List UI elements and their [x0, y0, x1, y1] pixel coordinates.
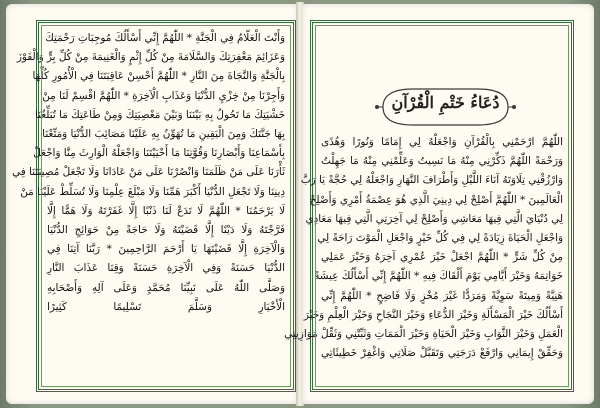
- text-line: خَشْيَتِكَ مَا تَحُولُ بِهِ بَيْنَنَا وَبَيْنَ مَعْصِيَتِكَ وَمِنْ طَاعَتِكَ مَا تُبَلِّغُنَا: [34, 108, 285, 121]
- title-cartouche: [373, 81, 518, 133]
- text-line: فَرَّجْتَهُ وَلَا دَيْنًا إِلَّا قَضَيْتَهُ وَلَا حَاجَةً مِنْ حَوَائِجِ الدُّنْيَا: [47, 224, 285, 237]
- text-line: دِينِنَا وَلَا تَجْعَلِ الدُّنْيَا أَكْبَرَ هَمِّنَا وَلَا مَبْلَغَ عِلْمِنَا وَلَا تُسَلِّطْ عَلَيْنَا مَنْ: [20, 185, 285, 198]
- text-line: وَرَحْمَةً اللّٰهُمَّ ذَكِّرْنِي مِنْهُ مَا نَسِيتُ وَعَلِّمْنِي مِنْهُ مَا جَهِلْتُ: [321, 155, 563, 168]
- text-line: وَصَلَّى اللّٰهُ عَلَى نَبِيِّنَا مُحَمَّدٍ وَعَلَى آلِهِ وَأَصْحَابِهِ: [47, 281, 285, 294]
- text-line: الْأَخْيَارِ وَسَلَّمَ تَسْلِيمًا كَثِيرًا: [47, 300, 285, 313]
- left-page: [6, 4, 298, 404]
- text-line: الْعَمَلِ وَخَيْرَ الثَّوَابِ وَخَيْرَ الْحَيَاةِ وَخَيْرَ الْمَمَاتِ وَثَبِّتْنِي وَثَقِّلْ مَوَازِينِي: [284, 328, 563, 341]
- text-line: لَا يَرْحَمُنَا * اللّٰهُمَّ لَا تَدَعْ لَنَا ذَنْبًا إِلَّا غَفَرْتَهُ وَلَا هَمًّا إِلَّا: [47, 204, 285, 217]
- text-line: لِي دُنْيَايَ الَّتِي فِيهَا مَعَاشِي وَأَصْلِحْ لِي آخِرَتِي الَّتِي فِيهَا مَعَادِي: [305, 212, 563, 225]
- text-line: وَأَجِرْنَا مِنْ خِزْيِ الدُّنْيَا وَعَذَابِ الْآخِرَةِ * اللّٰهُمَّ اقْسِمْ لَنَا مِنْ: [42, 89, 285, 102]
- right-page-text: [284, 133, 563, 383]
- title-ornament: [373, 81, 518, 133]
- right-page: [284, 4, 594, 404]
- text-line: وَحَقِّقْ إِيمَانِي وَارْفَعْ دَرَجَتِي وَتَقَبَّلْ صَلَاتِي وَاغْفِرْ خَطِيئَاتِي: [321, 347, 563, 360]
- text-line: وَارْزُقْنِي تِلَاوَتَهُ آنَاءَ اللَّيْلِ وَأَطْرَافَ النَّهَارِ وَاجْعَلْهُ لِي حُجَّةً يَا رَبَّ: [300, 174, 563, 187]
- left-page-text: [12, 29, 285, 383]
- text-line: بِالْجَنَّةِ وَالنَّجَاةَ مِنَ النَّارِ * اللّٰهُمَّ أَحْسِنْ عَاقِبَتَنَا فِي الْأُمُورِ كُلِّهَا: [32, 70, 285, 83]
- text-line: هَنِيَّةً وَمِيتَةً سَوِيَّةً وَمَرَدًّا غَيْرَ مُخْزٍ وَلَا فَاضِحٍ * اللّٰهُمَّ إِنِّي: [321, 289, 563, 302]
- text-line: وَعَزَائِمَ مَغْفِرَتِكَ وَالسَّلَامَةَ مِنْ كُلِّ إِثْمٍ وَالْغَنِيمَةَ مِنْ كُلِّ بِرٍّ وَالْفَوْزَ: [16, 51, 285, 64]
- text-line: أَسْأَلُكَ خَيْرَ الْمَسْأَلَةِ وَخَيْرَ الدُّعَاءِ وَخَيْرَ النَّجَاحِ وَخَيْرَ الْعِلْمِ وَخَيْرَ: [303, 308, 563, 321]
- text-line: الدُّنْيَا حَسَنَةً وَفِي الْآخِرَةِ حَسَنَةً وَقِنَا عَذَابَ النَّارِ: [47, 262, 285, 275]
- text-line: وَالْآخِرَةِ إِلَّا قَضَيْتَهَا يَا أَرْحَمَ الرَّاحِمِينَ * رَبَّنَا آتِنَا فِي: [47, 243, 285, 256]
- text-line: ثَأْرَنَا عَلَى مَنْ ظَلَمَنَا وَانْصُرْنَا عَلَى مَنْ عَادَانَا وَلَا تَجْعَلْ مُصِيبَتَنَا فِي: [12, 166, 285, 179]
- text-line: اللّٰهُمَّ ارْحَمْنِي بِالْقُرْآنِ وَاجْعَلْهُ لِي إِمَامًا وَنُورًا وَهُدًى: [321, 136, 563, 148]
- text-line: الْعَالَمِينَ * اللّٰهُمَّ أَصْلِحْ لِي دِينِيَ الَّذِي هُوَ عِصْمَةُ أَمْرِي وَأَصْلِحْ: [309, 193, 563, 206]
- text-line: وَأَنْتَ الْعَلّامُ فِي الْجَنَّةِ * اللّٰهُمَّ إِنِّي أَسْأَلُكَ مُوجِبَاتِ رَحْمَتِكَ: [45, 32, 285, 44]
- text-line: بِأَسْمَاعِنَا وَأَبْصَارِنَا وَقُوَّتِنَا مَا أَحْيَيْتَنَا وَاجْعَلْهُ الْوَارِثَ مِنَّا وَاجْعَلْ: [33, 147, 285, 160]
- right-page-frame: [284, 20, 574, 392]
- text-line: خَوَاتِمَهُ وَخَيْرَ أَيَّامِي يَوْمَ أَلْقَاكَ فِيهِ * اللّٰهُمَّ إِنِّي أَسْأَلُكَ عِيشَةً: [314, 270, 563, 283]
- text-line: وَاجْعَلِ الْحَيَاةَ زِيَادَةً لِي فِي كُلِّ خَيْرٍ وَاجْعَلِ الْمَوْتَ رَاحَةً لِي: [317, 232, 563, 245]
- page-title: دُعَاءُ خَتْمِ الْقُرْآنِ: [391, 93, 500, 112]
- left-page-frame: [12, 20, 296, 392]
- text-line: مِنْ كُلِّ شَرٍّ * اللّٰهُمَّ اجْعَلْ خَيْرَ عُمْرِي آخِرَهُ وَخَيْرَ عَمَلِي: [321, 251, 563, 264]
- text-line: بِهَا جَنَّتَكَ وَمِنَ الْيَقِينِ مَا تُهَوِّنُ بِهِ عَلَيْنَا مَصَائِبَ الدُّنْيَا وَمَتِّعْنَا: [42, 128, 285, 141]
